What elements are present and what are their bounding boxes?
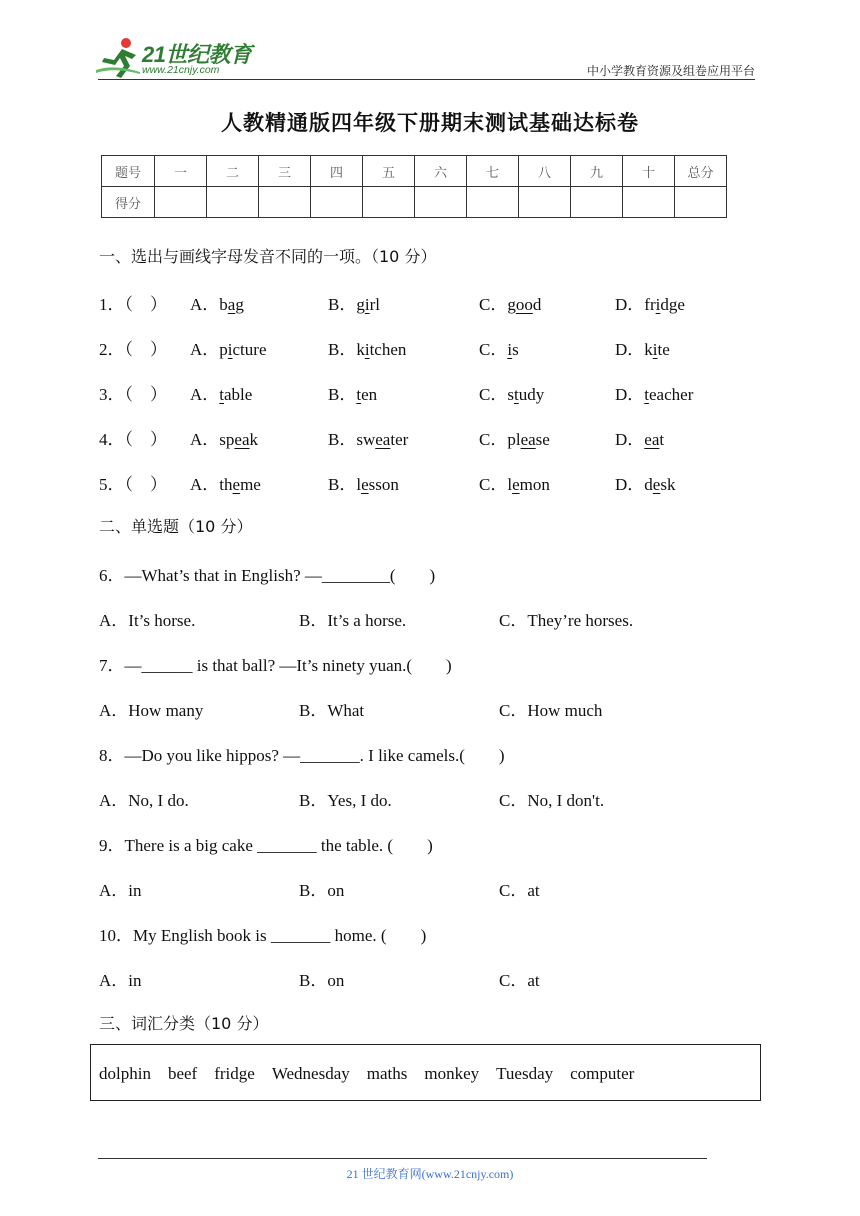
word-part: tchen xyxy=(369,340,407,359)
vocab-word-list xyxy=(99,1064,651,1084)
phonics-option xyxy=(190,470,261,495)
choice-option[interactable]: A．How many xyxy=(99,701,204,720)
word-part: s xyxy=(507,385,514,404)
option-letter: D． xyxy=(615,295,645,314)
score-empty-cell[interactable] xyxy=(363,187,415,218)
underlined-letters: t xyxy=(644,385,650,404)
question-number: 2．（ ） xyxy=(99,340,167,359)
phonics-option xyxy=(328,470,399,495)
word-part: t xyxy=(659,430,665,449)
underlined-letters: oo xyxy=(515,295,533,314)
score-cell: 十 xyxy=(623,156,675,187)
vocab-word: monkey xyxy=(424,1064,480,1083)
question-stem: 8．—Do you like hippos? —_______. I like camels.( ) xyxy=(99,746,505,765)
option-letter: B． xyxy=(328,340,357,359)
score-table xyxy=(101,155,727,218)
phonics-option xyxy=(615,470,675,495)
choice-option[interactable]: B．on xyxy=(299,881,345,900)
option-letter: D． xyxy=(615,385,645,404)
word-part: able xyxy=(224,385,253,404)
underlined-letters: ea xyxy=(520,430,536,449)
score-empty-cell[interactable] xyxy=(675,187,727,218)
option-letter: B． xyxy=(328,385,357,404)
score-empty-cell[interactable] xyxy=(623,187,675,218)
word-part: rl xyxy=(369,295,380,314)
score-cell: 七 xyxy=(467,156,519,187)
word-part: g xyxy=(235,295,244,314)
option-letter: B． xyxy=(328,430,357,449)
option-letter: D． xyxy=(615,475,645,494)
word-part: udy xyxy=(518,385,545,404)
score-cell: 九 xyxy=(571,156,623,187)
question-stem: 6．—What’s that in English? —________( ) xyxy=(99,566,436,585)
underlined-letters: ea xyxy=(375,430,391,449)
word-part: sw xyxy=(356,430,376,449)
score-empty-cell[interactable] xyxy=(155,187,207,218)
underlined-letters: e xyxy=(512,475,520,494)
score-cell: 题号 xyxy=(102,156,155,187)
section3-heading: 三、词汇分类（10 分） xyxy=(99,1014,269,1033)
question-number: 5．（ ） xyxy=(99,475,167,494)
underlined-letters: a xyxy=(227,295,236,314)
choice-option[interactable]: B．Yes, I do. xyxy=(299,791,392,810)
question-stem: 7．—______ is that ball? —It’s ninety yuan.( ) xyxy=(99,656,452,675)
score-empty-cell[interactable] xyxy=(415,187,467,218)
phonics-option xyxy=(328,380,377,405)
phonics-option xyxy=(479,425,550,450)
phonics-option xyxy=(190,425,258,450)
choice-option[interactable]: B．What xyxy=(299,701,365,720)
question-stem: 10．My English book is _______ home. ( ) xyxy=(99,926,427,945)
phonics-option xyxy=(615,380,693,405)
underlined-letters: i xyxy=(364,340,370,359)
option-letter: C． xyxy=(479,340,508,359)
question-stem: 9．There is a big cake _______ the table. ( ) xyxy=(99,836,433,855)
word-part: eacher xyxy=(649,385,694,404)
word-part: fr xyxy=(644,295,656,314)
vocab-word: dolphin xyxy=(99,1064,151,1083)
word-part: sson xyxy=(368,475,399,494)
page-title: 人教精通版四年级下册期末测试基础达标卷 xyxy=(221,111,639,135)
word-part: k xyxy=(249,430,258,449)
word-part: te xyxy=(657,340,670,359)
score-cell: 八 xyxy=(519,156,571,187)
choice-option[interactable]: C．How much xyxy=(499,701,603,720)
option-letter: A． xyxy=(190,475,220,494)
option-letter: C． xyxy=(479,385,508,404)
logo-url: www.21cnjy.com xyxy=(142,64,220,76)
word-part: mon xyxy=(519,475,550,494)
vocab-word: fridge xyxy=(214,1064,255,1083)
phonics-option xyxy=(190,380,252,405)
choice-option[interactable]: C．They’re horses. xyxy=(499,611,634,630)
phonics-option xyxy=(479,380,544,405)
option-letter: B． xyxy=(328,295,357,314)
word-part: k xyxy=(356,340,365,359)
phonics-option xyxy=(615,425,664,450)
footer-text: 21 世纪教育网(www.21cnjy.com) xyxy=(346,1167,514,1181)
score-empty-cell[interactable] xyxy=(467,187,519,218)
option-letter: A． xyxy=(190,430,220,449)
score-cell: 二 xyxy=(207,156,259,187)
choice-option[interactable]: C．at xyxy=(499,971,540,990)
score-empty-cell[interactable] xyxy=(519,187,571,218)
option-letter: C． xyxy=(479,475,508,494)
word-part: th xyxy=(219,475,233,494)
phonics-option xyxy=(328,290,380,315)
underlined-letters: ea xyxy=(644,430,660,449)
option-letter: A． xyxy=(190,295,220,314)
score-table-score-row xyxy=(102,187,727,218)
score-empty-cell[interactable] xyxy=(571,187,623,218)
header-divider xyxy=(98,79,755,80)
score-cell: 三 xyxy=(259,156,311,187)
question-number: 3．（ ） xyxy=(99,385,167,404)
phonics-option xyxy=(190,290,244,315)
phonics-option xyxy=(615,335,670,360)
logo-text: 21世纪教育 xyxy=(142,42,252,67)
vocab-word: Tuesday xyxy=(496,1064,554,1083)
vocab-word: Wednesday xyxy=(271,1064,350,1083)
score-cell: 一 xyxy=(155,156,207,187)
underlined-letters: e xyxy=(232,475,241,494)
section2-heading: 二、单选题（10 分） xyxy=(99,517,253,536)
underlined-letters: t xyxy=(356,385,362,404)
phonics-option xyxy=(479,290,541,315)
choice-option[interactable]: A．in xyxy=(99,971,142,990)
underlined-letters: i xyxy=(364,295,370,314)
vocab-word: maths xyxy=(366,1064,408,1083)
vocab-word: computer xyxy=(570,1064,635,1083)
word-part: d xyxy=(532,295,542,314)
score-cell: 六 xyxy=(415,156,467,187)
word-part: l xyxy=(507,475,513,494)
word-part: d xyxy=(644,475,653,494)
score-empty-cell[interactable] xyxy=(311,187,363,218)
option-letter: A． xyxy=(190,385,220,404)
word-part: b xyxy=(219,295,228,314)
word-part: g xyxy=(356,295,365,314)
footer-divider xyxy=(98,1158,707,1159)
word-part: pl xyxy=(507,430,521,449)
phonics-option xyxy=(328,425,408,450)
question-number: 4．（ ） xyxy=(99,430,167,449)
score-cell: 总分 xyxy=(675,156,727,187)
choice-option[interactable]: C．at xyxy=(499,881,540,900)
word-part: l xyxy=(356,475,362,494)
score-table-header-row xyxy=(102,156,727,187)
runner-logo-icon xyxy=(94,36,142,80)
word-part: p xyxy=(219,340,228,359)
underlined-letters: t xyxy=(219,385,225,404)
header-platform-text: 中小学教育资源及组卷应用平台 xyxy=(586,64,755,78)
phonics-option xyxy=(190,335,267,360)
underlined-letters: i xyxy=(227,340,233,359)
underlined-letters: e xyxy=(652,475,661,494)
choice-option[interactable]: A．It’s horse. xyxy=(99,611,196,630)
score-label-cell: 得分 xyxy=(102,187,155,218)
vocab-word: beef xyxy=(167,1064,198,1083)
choice-option[interactable]: A．in xyxy=(99,881,142,900)
option-letter: D． xyxy=(615,430,645,449)
word-part: sp xyxy=(219,430,235,449)
underlined-letters: t xyxy=(513,385,519,404)
phonics-option xyxy=(615,290,685,315)
phonics-option xyxy=(328,335,406,360)
underlined-letters: i xyxy=(655,295,661,314)
underlined-letters: i xyxy=(507,340,513,359)
score-empty-cell[interactable] xyxy=(259,187,311,218)
phonics-option xyxy=(479,470,550,495)
word-part: s xyxy=(512,340,519,359)
score-empty-cell[interactable] xyxy=(207,187,259,218)
phonics-option xyxy=(479,335,519,360)
choice-option[interactable]: C．No, I don't. xyxy=(499,791,605,810)
option-letter: A． xyxy=(190,340,220,359)
option-letter: C． xyxy=(479,430,508,449)
word-part: ter xyxy=(390,430,409,449)
underlined-letters: i xyxy=(652,340,658,359)
word-part: cture xyxy=(232,340,267,359)
option-letter: D． xyxy=(615,340,645,359)
word-part: me xyxy=(240,475,261,494)
word-part: sk xyxy=(660,475,676,494)
section1-heading: 一、选出与画线字母发音不同的一项。（10 分） xyxy=(99,247,437,266)
word-part: dge xyxy=(660,295,685,314)
underlined-letters: ea xyxy=(234,430,250,449)
score-cell: 五 xyxy=(363,156,415,187)
word-part: k xyxy=(644,340,653,359)
underlined-letters: e xyxy=(361,475,369,494)
choice-option[interactable]: A．No, I do. xyxy=(99,791,189,810)
choice-option[interactable]: B．It’s a horse. xyxy=(299,611,407,630)
choice-option[interactable]: B．on xyxy=(299,971,345,990)
score-cell: 四 xyxy=(311,156,363,187)
option-letter: C． xyxy=(479,295,508,314)
question-number: 1．（ ） xyxy=(99,295,167,314)
logo xyxy=(94,36,256,80)
word-part: g xyxy=(507,295,516,314)
word-part: en xyxy=(361,385,378,404)
option-letter: B． xyxy=(328,475,357,494)
word-part: se xyxy=(535,430,550,449)
